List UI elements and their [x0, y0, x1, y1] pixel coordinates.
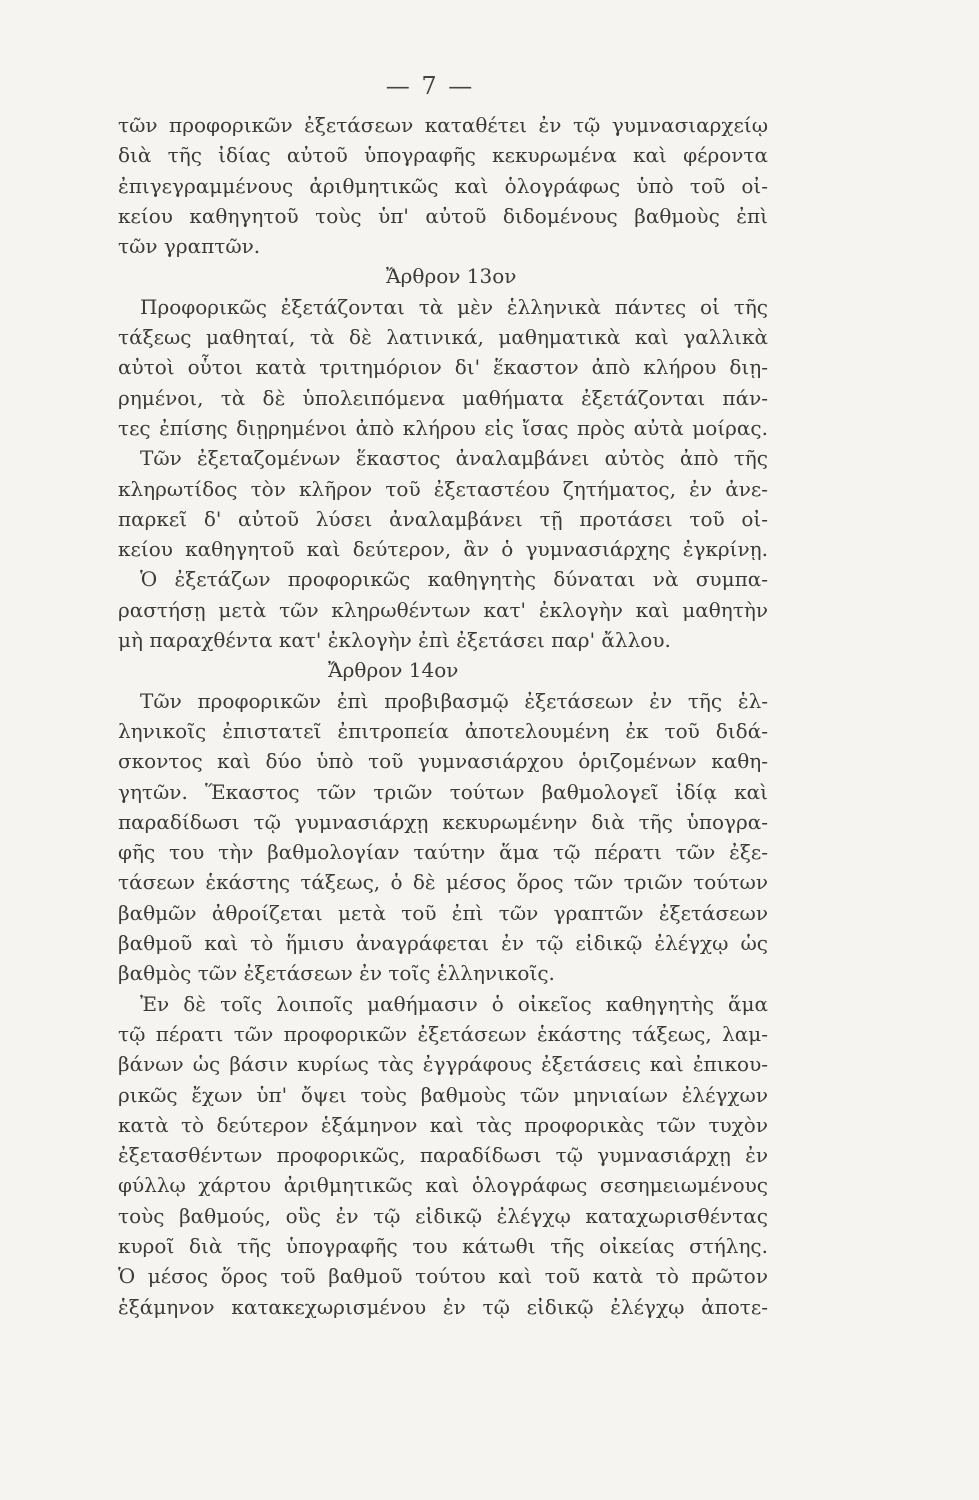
text-line: Ὁ μέσος ὅρος τοῦ βαθμοῦ τούτου καὶ τοῦ κατὰ τὸ πρῶτον — [118, 1264, 768, 1289]
text-line: Προφορικῶς ἐξετάζονται τὰ μὲν ἑλληνικὰ πάντες οἱ τῆς — [140, 294, 768, 319]
page-number: — 7 — — [385, 72, 475, 100]
text-line: ραστήσῃ μετὰ τῶν κληρωθέντων κατ' ἐκλογὴν καὶ μαθητὴν — [118, 597, 768, 622]
text-line: κυροῖ διὰ τῆς ὑπογραφῆς του κάτωθι τῆς οἰκείας στήλης. — [118, 1233, 768, 1258]
text-line: ρημένοι, τὰ δὲ ὑπολειπόμενα μαθήματα ἐξετάζονται πάν- — [118, 385, 768, 410]
text-line: παραδίδωσι τῷ γυμνασιάρχῃ κεκυρωμένην διὰ τῆς ὑπογρα- — [118, 809, 768, 834]
text-line: τες ἐπίσης διῃρημένοι ἀπὸ κλήρου εἰς ἴσας πρὸς αὐτὰ μοίρας. — [118, 415, 768, 440]
article-heading: Ἄρθρον 14ον — [328, 658, 459, 683]
text-line: ρικῶς ἔχων ὑπ' ὄψει τοὺς βαθμοὺς τῶν μηνιαίων ἐλέγχων — [118, 1082, 768, 1107]
text-line: βαθμῶν ἀθροίζεται μετὰ τοῦ ἐπὶ τῶν γραπτῶν ἐξετάσεων — [118, 900, 768, 925]
text-line: τῶν γραπτῶν. — [118, 234, 261, 259]
text-line: διὰ τῆς ἰδίας αὐτοῦ ὑπογραφῆς κεκυρωμένα καὶ φέροντα — [118, 143, 768, 168]
text-line: τάσεων ἑκάστης τάξεως, ὁ δὲ μέσος ὅρος τῶν τριῶν τούτων — [118, 870, 768, 895]
text-line: βαθμὸς τῶν ἐξετάσεων ἐν τοῖς ἑλληνικοῖς. — [118, 961, 555, 986]
text-line: φύλλῳ χάρτου ἀριθμητικῶς καὶ ὁλογράφως σεσημειωμένους — [118, 1173, 768, 1198]
text-line: φῆς του τὴν βαθμολογίαν ταύτην ἅμα τῷ πέρατι τῶν ἐξε- — [118, 840, 768, 865]
text-line: παρκεῖ δ' αὐτοῦ λύσει ἀναλαμβάνει τῇ προτάσει τοῦ οἰ- — [118, 506, 768, 531]
text-line: μὴ παραχθέντα κατ' ἐκλογὴν ἐπὶ ἐξετάσει παρ' ἄλλου. — [118, 628, 671, 653]
text-line: κατὰ τὸ δεύτερον ἑξάμηνον καὶ τὰς προφορικὰς τῶν τυχὸν — [118, 1112, 768, 1137]
text-line: σκοντος καὶ δύο ὑπὸ τοῦ γυμνασιάρχου ὁριζομένων καθη- — [118, 749, 768, 774]
text-line: τῶν προφορικῶν ἐξετάσεων καταθέτει ἐν τῷ γυμνασιαρχείῳ — [118, 113, 768, 137]
text-line: Ἐν δὲ τοῖς λοιποῖς μαθήμασιν ὁ οἰκεῖος καθηγητὴς ἅμα — [140, 991, 768, 1016]
text-line: κείου καθηγητοῦ καὶ δεύτερον, ἂν ὁ γυμνασιάρχης ἐγκρίνῃ. — [118, 537, 768, 562]
text-line: βάνων ὡς βάσιν κυρίως τὰς ἐγγράφους ἐξετάσεις καὶ ἐπικου- — [118, 1052, 768, 1077]
text-line: Τῶν ἐξεταζομένων ἕκαστος ἀναλαμβάνει αὐτὸς ἀπὸ τῆς — [140, 446, 768, 471]
text-line: τοὺς βαθμούς, οὓς ἐν τῷ εἰδικῷ ἐλέγχῳ καταχωρισθέντας — [118, 1203, 768, 1228]
text-line: τῷ πέρατι τῶν προφορικῶν ἐξετάσεων ἑκάστης τάξεως, λαμ- — [118, 1021, 768, 1046]
text-line: Τῶν προφορικῶν ἐπὶ προβιβασμῷ ἐξετάσεων ἐν τῆς ἑλ- — [140, 688, 768, 713]
text-line: κείου καθηγητοῦ τοὺς ὑπ' αὐτοῦ διδομένους βαθμοὺς ἐπὶ — [118, 203, 768, 228]
text-line: Ὁ ἐξετάζων προφορικῶς καθηγητὴς δύναται νὰ συμπα- — [140, 567, 768, 592]
text-line: βαθμοῦ καὶ τὸ ἥμισυ ἀναγράφεται ἐν τῷ εἰδικῷ ἐλέγχῳ ὡς — [118, 931, 768, 956]
text-line: ἑξάμηνον κατακεχωρισμένου ἐν τῷ εἰδικῷ ἐλέγχῳ ἀποτε- — [118, 1294, 768, 1319]
text-line: ἐπιγεγραμμένους ἀριθμητικῶς καὶ ὁλογράφως ὑπὸ τοῦ οἰ- — [118, 173, 768, 198]
text-line: ἐξετασθέντων προφορικῶς, παραδίδωσι τῷ γυμνασιάρχῃ ἐν — [118, 1143, 768, 1168]
text-line: ληνικοῖς ἐπιστατεῖ ἐπιτροπεία ἀποτελουμένη ἐκ τοῦ διδά- — [118, 718, 768, 743]
article-heading: Ἄρθρον 13ον — [386, 264, 517, 289]
text-line: γητῶν. Ἕκαστος τῶν τριῶν τούτων βαθμολογεῖ ἰδίᾳ καὶ — [118, 779, 768, 804]
body-text — [118, 110, 768, 1322]
text-line: κληρωτίδος τὸν κλῆρον τοῦ ἐξεταστέου ζητήματος, ἐν ἀνε- — [118, 476, 768, 501]
text-line: τάξεως μαθηταί, τὰ δὲ λατινικά, μαθηματικὰ καὶ γαλλικὰ — [118, 325, 768, 350]
text-line: αὐτοὶ οὗτοι κατὰ τριτημόριον δι' ἕκαστον ἀπὸ κλήρου διῃ- — [118, 355, 768, 380]
